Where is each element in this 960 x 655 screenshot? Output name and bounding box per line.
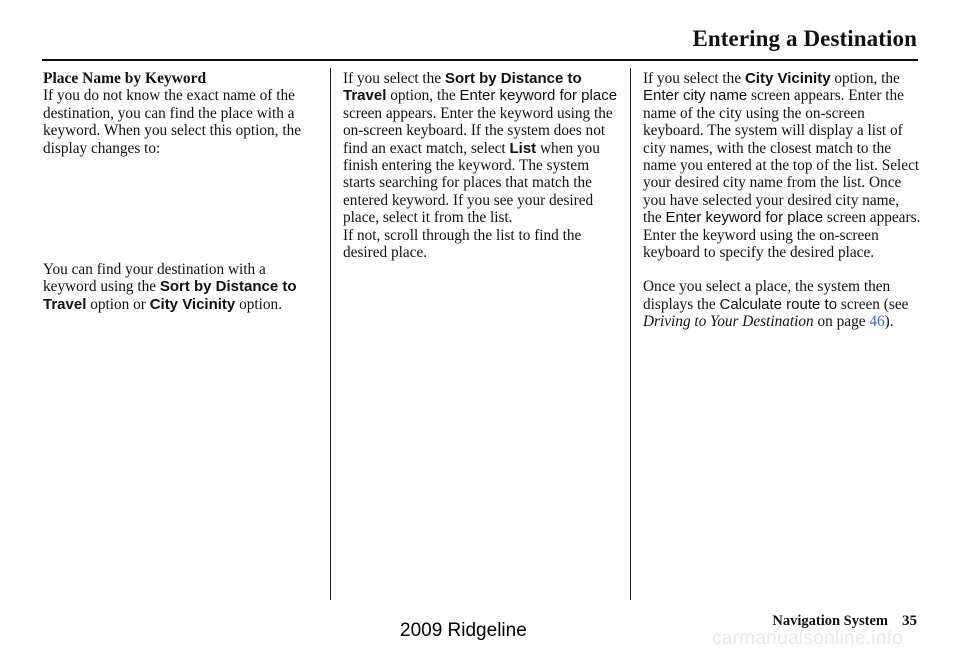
screen-image-placeholder [43, 157, 318, 261]
header-rule [42, 59, 918, 61]
column-middle [343, 70, 618, 261]
calculate-route-paragraph: Once you select a place, the system then displays the Calculate route to screen (see Driving to Your Destination on page 46). [643, 278, 909, 331]
column-divider-right [630, 68, 631, 600]
ui-label-city-vicinity: City Vicinity [149, 295, 236, 313]
ui-label-city-vicinity: City Vicinity [744, 70, 831, 87]
page-reference-link[interactable]: 46 [869, 313, 885, 331]
column-right [643, 70, 921, 331]
section-heading: Place Name by Keyword [43, 70, 207, 87]
ui-label-enter-keyword: Enter keyword for place [665, 209, 824, 227]
page-title: Entering a Destination [692, 26, 917, 51]
city-vicinity-paragraph: If you select the City Vicinity option, the Enter city name screen appears. Enter the name of the city using the on-screen keyboard. The system will display a list of city names, with the closest match to the name you entered at the top of the list. Select your desired city name from the list. Once you have selected your desired city name, the Enter keyword for place screen appears. Enter the keyword using the on-screen keyboard to specify the desired place. [643, 70, 921, 262]
ui-label-list: List [509, 139, 537, 157]
ui-label-enter-city-name: Enter city name [643, 87, 748, 105]
ui-label-sort-by-distance: Sort by Distance to Travel [343, 70, 582, 105]
scroll-list-paragraph: If not, scroll through the list to find the desired place. [343, 226, 582, 262]
cross-reference-title: Driving to Your Destination [643, 313, 814, 331]
sort-by-distance-paragraph: If you select the Sort by Distance to Travel option, the Enter keyword for place screen appears. Enter the keyword using the on-screen keyboard. If the system does not find an exact match, select List when you finish entering the keyword. The system starts searching for places that match the entered keyword. If you see your desired place, select it from the list. [343, 70, 618, 227]
ui-label-calculate-route: Calculate route to [719, 295, 838, 313]
intro-paragraph: If you do not know the exact name of the destination, you can find the place with a keyword. When you select this option, the display changes to: [43, 87, 302, 157]
footer-section-label: Navigation System [772, 613, 888, 629]
ui-label-enter-keyword: Enter keyword for place [459, 87, 618, 105]
site-watermark: carmanualsonline.info [712, 628, 904, 649]
page-number: 35 [902, 613, 917, 629]
column-left [43, 70, 318, 313]
vehicle-watermark: 2009 Ridgeline [400, 620, 527, 641]
column-divider-left [330, 68, 331, 600]
ui-label-sort-by-distance: Sort by Distance to Travel [43, 278, 297, 313]
keyword-options-paragraph: You can find your destination with a keyword using the Sort by Distance to Travel option or City Vicinity option. [43, 261, 297, 313]
